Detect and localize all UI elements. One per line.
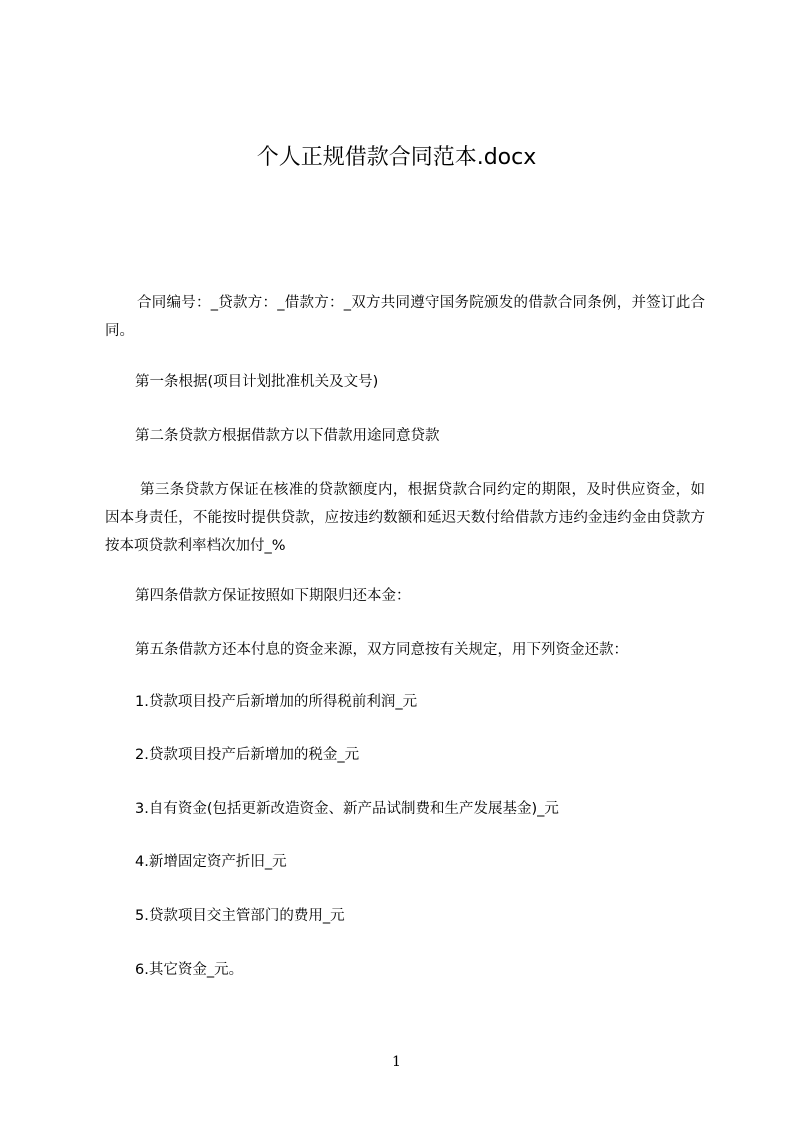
list-item: 2.贷款项目投产后新增加的税金_元 (135, 747, 360, 763)
article-2: 第二条贷款方根据借款方以下借款用途同意贷款 (135, 428, 440, 444)
page-number: 1 (392, 1054, 401, 1070)
list-item: 5.贷款项目交主管部门的费用_元 (135, 908, 345, 924)
list-item: 3.自有资金(包括更新改造资金、新产品试制费和生产发展基金)_元 (135, 801, 559, 817)
list-item: 4.新增固定资产折旧_元 (135, 854, 287, 870)
article-4: 第四条借款方保证按照如下期限归还本金： (135, 588, 411, 604)
article-5: 第五条借款方还本付息的资金来源，双方同意按有关规定，用下列资金还款： (135, 642, 628, 658)
article-3: 第三条贷款方保证在核准的贷款额度内，根据贷款合同约定的期限，及时供应资金，如因本身责任，不能按时提供贷款，应按违约数额和延迟天数付给借款方违约金违约金由贷款方按本项贷款利率档次加付_% (105, 482, 705, 554)
list-item: 6.其它资金_元。 (135, 962, 244, 978)
contract-intro: 合同编号：_贷款方：_借款方：_双方共同遵守国务院颁发的借款合同条例，并签订此合同。 (105, 295, 705, 339)
list-item: 1.贷款项目投产后新增加的所得税前利润_元 (135, 694, 418, 710)
document-title: 个人正规借款合同范本.docx (256, 145, 537, 170)
article-1: 第一条根据(项目计划批准机关及文号) (135, 374, 379, 390)
